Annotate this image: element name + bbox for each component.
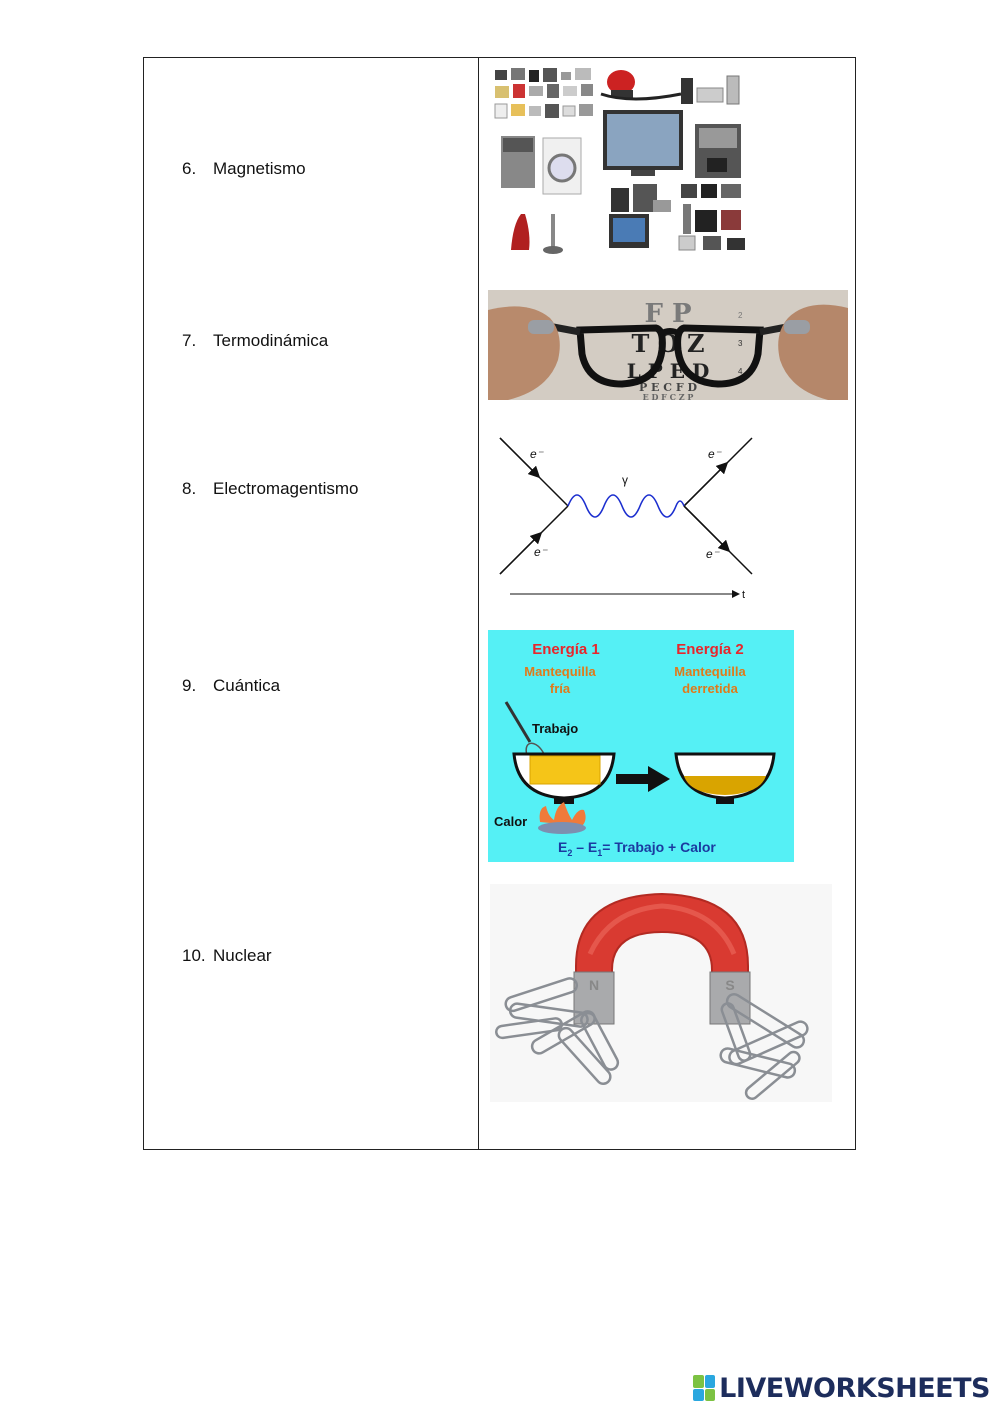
liveworksheets-logo [693,1371,990,1405]
row-number: 8. [182,479,197,498]
chart-line-5: E D F C Z P [642,392,694,400]
energy-equation: $E_2 - E_1=$ Trabajo + Calor [558,839,716,858]
energy-2-subtitle-b: derretida [682,681,738,696]
row-label: Cuántica [213,676,281,695]
pole-n-label: N [588,977,600,993]
eyeglasses-eye-chart-icon [488,290,848,400]
energy-2-subtitle-a: Mantequilla [674,664,746,679]
energy-1-subtitle-a: Mantequilla [524,664,596,679]
heat-label: Calor [494,814,528,829]
energy-1-subtitle-b: fría [549,681,571,696]
photon-wave [568,495,684,517]
row-label: Termodinámica [213,331,329,350]
row-number: 7. [182,331,197,350]
butter-energy-diagram-icon [488,630,794,862]
chart-line-3: L P E D [626,359,710,383]
chart-line-2: T O Z [631,329,705,358]
row-item-nuclear [182,946,272,966]
chart-number-4: 4 [738,367,743,376]
energy-1-title: Energía 1 [532,641,600,658]
chart-line-4: P E C F D [638,381,698,394]
chart-line-1: F P [644,299,692,329]
electron-label-top-left: e⁻ [530,447,544,461]
row-number: 10. [182,946,206,965]
row-label: Electromagentismo [213,479,359,498]
logo-mark-icon [693,1375,715,1401]
electron-label-bottom-right: e⁻ [706,547,720,561]
brand-name: LIVEWORKSHEETS [719,1372,990,1404]
row-item-magnetismo [182,159,306,179]
chart-number-2: 2 [738,311,743,320]
feynman-diagram-icon [498,434,762,604]
row-item-cuantica [182,676,280,696]
energy-2-title: Energía 2 [676,641,744,658]
row-number: 6. [182,159,197,178]
home-appliances-collage-icon [491,64,757,262]
row-number: 9. [182,676,197,695]
chart-number-3: 3 [738,339,743,348]
column-divider [478,58,479,1149]
electron-label-top-right: e⁻ [708,447,722,461]
electron-label-bottom-left: e⁻ [534,545,548,559]
pole-s-label: S [725,977,735,993]
photon-label: γ [622,473,628,487]
row-label: Magnetismo [213,159,306,178]
work-label: Trabajo [532,721,579,736]
row-item-electromagentismo [182,479,359,499]
concept-table [143,57,856,1150]
row-label: Nuclear [213,946,272,965]
time-axis-label: t [742,589,746,601]
horseshoe-magnet-icon [490,884,832,1102]
row-item-termodinamica [182,331,328,351]
